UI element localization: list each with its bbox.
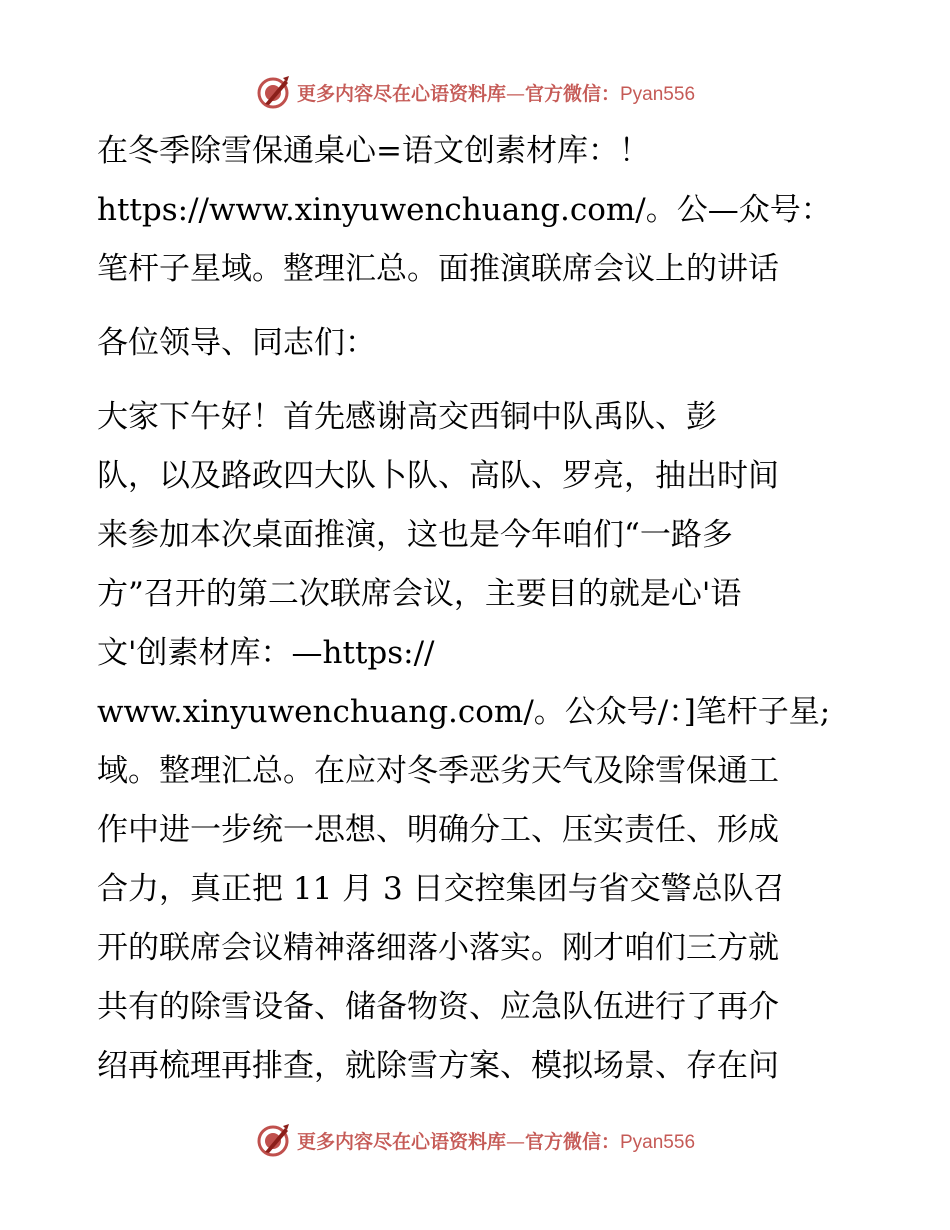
banner-text bbox=[297, 1127, 695, 1154]
banner-wechat-id: Pyan556 bbox=[620, 1131, 696, 1153]
text-line: 共有的除雪设备、储备物资、应急队伍进行了再介 bbox=[97, 989, 779, 1025]
text-line: 队，以及路政四大队卜队、高队、罗亮，抽出时间 bbox=[97, 458, 779, 494]
text-line: 文'创素材库：—https:// bbox=[97, 635, 435, 671]
header-banner bbox=[0, 72, 950, 112]
paragraph bbox=[97, 314, 857, 373]
text-line: 合力，真正把 11 月 3 日交控集团与省交警总队召 bbox=[97, 871, 785, 907]
paragraph bbox=[97, 388, 857, 1096]
text-line: https://www.xinyuwenchuang.com/。公—众号： bbox=[97, 192, 832, 228]
salutation-line: 各位领导、同志们： bbox=[97, 325, 376, 361]
footer-banner bbox=[0, 1120, 950, 1160]
quill-seal-icon bbox=[255, 74, 291, 110]
text-line: 方”召开的第二次联席会议，主要目的就是心'语 bbox=[97, 576, 742, 612]
text-line: 来参加本次桌面推演，这也是今年咱们“一路多 bbox=[97, 517, 733, 553]
quill-seal-icon bbox=[255, 1122, 291, 1158]
banner-dash: — bbox=[505, 82, 525, 105]
text-line: 大家下午好！首先感谢高交西铜中队禹队、彭 bbox=[97, 399, 717, 435]
text-line: 在冬季除雪保通桌心=语文创素材库：！ bbox=[97, 133, 650, 169]
banner-main-text: 更多内容尽在心语资料库 bbox=[296, 1130, 506, 1153]
paragraph bbox=[97, 122, 857, 299]
document-body bbox=[97, 122, 857, 1096]
text-line: 笔杆子星域。整理汇总。面推演联席会议上的讲话 bbox=[97, 251, 779, 287]
text-line: 域。整理汇总。在应对冬季恶劣天气及除雪保通工 bbox=[97, 753, 779, 789]
banner-dash: — bbox=[505, 1130, 525, 1153]
banner-sub-text: 官方微信： bbox=[524, 1130, 620, 1153]
banner-main-text: 更多内容尽在心语资料库 bbox=[296, 82, 506, 105]
banner-text bbox=[297, 79, 695, 106]
banner-sub-text: 官方微信： bbox=[524, 82, 620, 105]
banner-wechat-id: Pyan556 bbox=[620, 83, 696, 105]
text-line: www.xinyuwenchuang.com/。公众号/：]笔杆子星; bbox=[97, 694, 831, 730]
text-line: 绍再梳理再排查，就除雪方案、模拟场景、存在问 bbox=[97, 1048, 779, 1084]
text-line: 开的联席会议精神落细落小落实。刚才咱们三方就 bbox=[97, 930, 779, 966]
text-line: 作中进一步统一思想、明确分工、压实责任、形成 bbox=[97, 812, 779, 848]
